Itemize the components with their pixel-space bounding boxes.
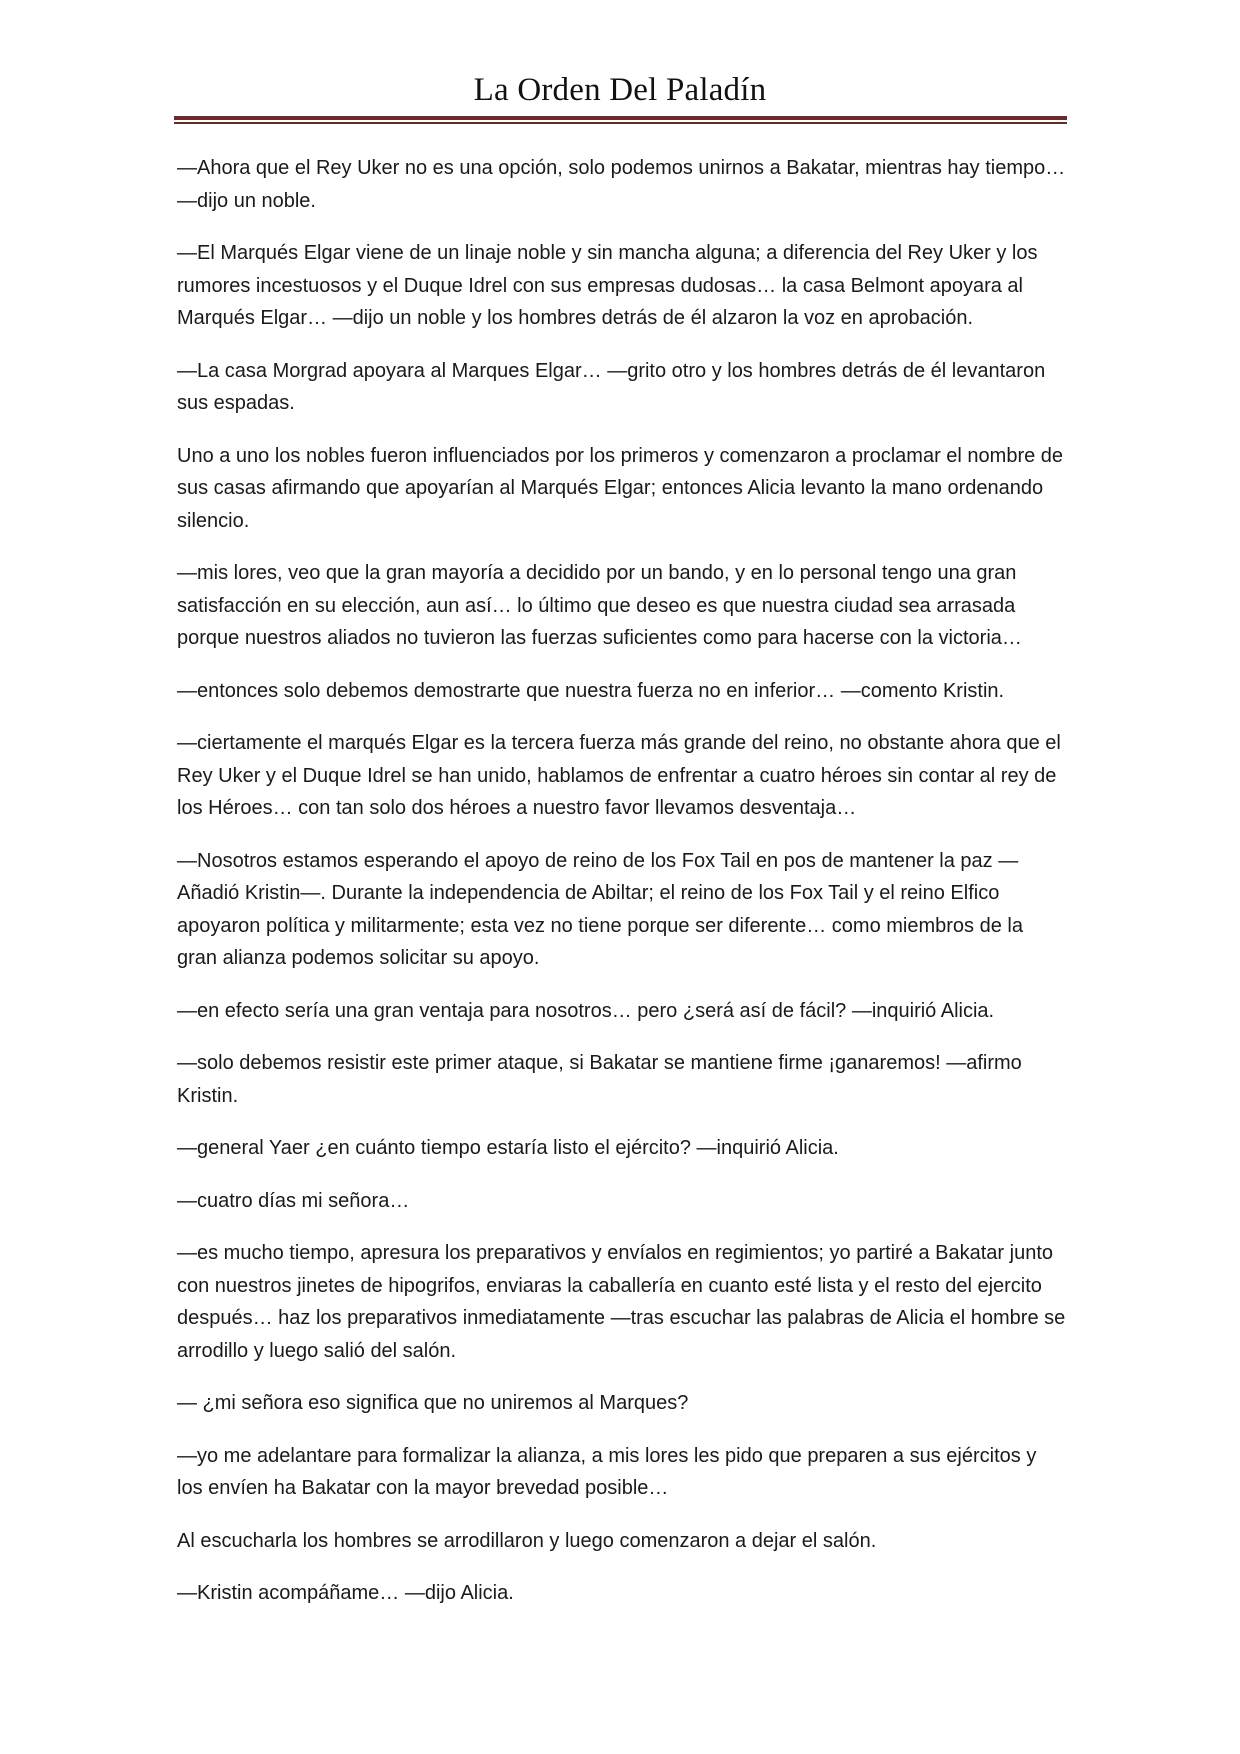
paragraph: —ciertamente el marqués Elgar es la tercera fuerza más grande del reino, no obstante ahora que el Rey Uker y el Duque Idrel se han unido, hablamos de enfrentar a cuatro héroes sin contar al rey de los Héroes… con tan solo dos héroes a nuestro favor llevamos desventaja… <box>177 732 1061 819</box>
paragraph: —es mucho tiempo, apresura los preparativos y envíalos en regimientos; yo partiré a Bakatar junto con nuestros jinetes de hipogrifos, enviaras la caballería en cuanto esté lista y el resto del ejercito después… haz los preparativos inmediatamente —tras escuchar las palabras de Alicia el hombre se arrodillo y luego salió del salón. <box>177 1242 1066 1362</box>
page-header-title: La Orden Del Paladín <box>473 72 767 108</box>
paragraph: —en efecto sería una gran ventaja para nosotros… pero ¿será así de fácil? —inquirió Alicia. <box>177 999 995 1022</box>
paragraph: —La casa Morgrad apoyara al Marques Elgar… —grito otro y los hombres detrás de él levantaron sus espadas. <box>177 359 1046 414</box>
paragraph: Al escucharla los hombres se arrodillaron y luego comenzaron a dejar el salón. <box>177 1529 877 1552</box>
header-divider <box>174 116 1067 124</box>
paragraph: — ¿mi señora eso significa que no uniremos al Marques? <box>177 1392 689 1414</box>
paragraph: —entonces solo debemos demostrarte que nuestra fuerza no en inferior… —comento Kristin. <box>177 679 1005 702</box>
paragraph: —Ahora que el Rey Uker no es una opción, solo podemos unirnos a Bakatar, mientras hay tiempo… —dijo un noble. <box>177 157 1066 212</box>
header-divider-thin <box>174 122 1067 124</box>
paragraph: —El Marqués Elgar viene de un linaje noble y sin mancha alguna; a diferencia del Rey Uker y los rumores incestuosos y el Duque Idrel con sus empresas dudosas… la casa Belmont apoyara al Marqués Elgar… —dijo un noble y los hombres detrás de él alzaron la voz en aprobación. <box>177 242 1038 329</box>
header-divider-thick <box>174 116 1067 120</box>
paragraph: —cuatro días mi señora… <box>177 1189 410 1212</box>
paragraph: —Nosotros estamos esperando el apoyo de reino de los Fox Tail en pos de mantener la paz —Añadió Kristin—. Durante la independencia de Abiltar; el reino de los Fox Tail y el reino Elfico apoyaron política y militarmente; esta vez no tiene porque ser diferente… como miembros de la gran alianza podemos solicitar su apoyo. <box>177 849 1023 969</box>
paragraph: —general Yaer ¿en cuánto tiempo estaría listo el ejército? —inquirió Alicia. <box>177 1137 839 1159</box>
body-text <box>177 152 1067 1630</box>
paragraph: —mis lores, veo que la gran mayoría a decidido por un bando, y en lo personal tengo una gran satisfacción en su elección, aun así… lo último que deseo es que nuestra ciudad sea arrasada porque nuestros aliados no tuvieron las fuerzas suficientes como para hacerse con la victoria… <box>177 562 1022 649</box>
paragraph: —solo debemos resistir este primer ataque, si Bakatar se mantiene firme ¡ganaremos! —afirmo Kristin. <box>177 1052 1022 1107</box>
paragraph: Uno a uno los nobles fueron influenciados por los primeros y comenzaron a proclamar el nombre de sus casas afirmando que apoyarían al Marqués Elgar; entonces Alicia levanto la mano ordenando silencio. <box>177 444 1064 532</box>
paragraph: —yo me adelantare para formalizar la alianza, a mis lores les pido que preparen a sus ejércitos y los envíen ha Bakatar con la mayor brevedad posible… <box>177 1444 1037 1499</box>
paragraph: —Kristin acompáñame… —dijo Alicia. <box>177 1582 514 1604</box>
